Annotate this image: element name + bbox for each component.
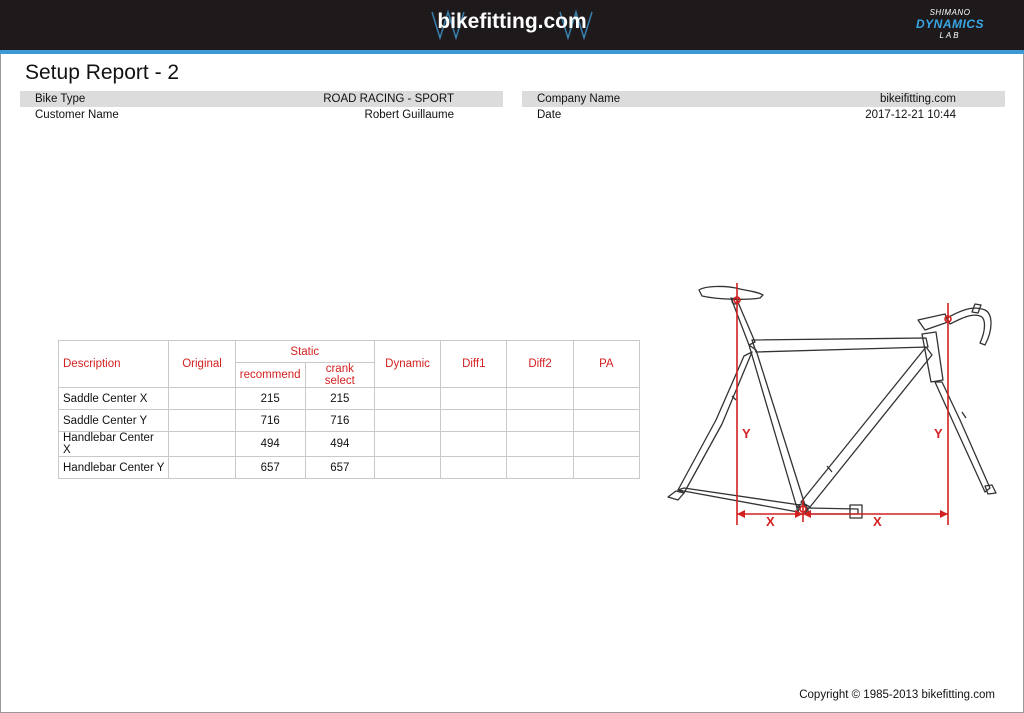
cell-original bbox=[169, 432, 235, 457]
cell-crank-select: 716 bbox=[305, 410, 374, 432]
brand-line-1: SHIMANO bbox=[929, 8, 971, 17]
col-header-diff2: Diff2 bbox=[507, 341, 573, 388]
info-value: bikeifitting.com bbox=[879, 93, 956, 105]
col-header-recommend: recommend bbox=[235, 363, 305, 388]
bike-frame-diagram bbox=[660, 270, 1000, 530]
cell-pa bbox=[573, 388, 639, 410]
table-row bbox=[59, 410, 640, 432]
label-x-left: X bbox=[766, 514, 775, 529]
cell-recommend: 215 bbox=[235, 388, 305, 410]
header-accent-stripe bbox=[0, 50, 1024, 54]
cell-recommend: 657 bbox=[235, 457, 305, 479]
col-header-static: Static bbox=[235, 341, 374, 363]
label-y-right: Y bbox=[934, 426, 943, 441]
col-header-diff1: Diff1 bbox=[441, 341, 507, 388]
cell-diff1 bbox=[441, 457, 507, 479]
col-header-crank-select: crank select bbox=[305, 363, 374, 388]
cell-diff1 bbox=[441, 432, 507, 457]
cell-diff2 bbox=[507, 457, 573, 479]
table-row bbox=[59, 388, 640, 410]
label-x-right: X bbox=[873, 514, 882, 529]
setup-table bbox=[58, 340, 640, 479]
info-label: Customer Name bbox=[35, 109, 119, 121]
shimano-dynamics-lab-logo bbox=[900, 8, 1000, 44]
cell-recommend: 716 bbox=[235, 410, 305, 432]
info-value: Robert Guillaume bbox=[364, 109, 454, 121]
cell-description: Handlebar Center X bbox=[59, 432, 169, 457]
info-row-bike-type bbox=[20, 91, 503, 107]
handlebar-icon bbox=[947, 308, 991, 345]
cell-diff2 bbox=[507, 388, 573, 410]
bikefitting-logo bbox=[430, 8, 594, 42]
info-value: 2017-12-21 10:44 bbox=[865, 109, 956, 121]
header-bar bbox=[0, 0, 1024, 50]
cell-diff2 bbox=[507, 410, 573, 432]
cell-recommend: 494 bbox=[235, 432, 305, 457]
cell-crank-select: 494 bbox=[305, 432, 374, 457]
cell-diff1 bbox=[441, 388, 507, 410]
cell-pa bbox=[573, 457, 639, 479]
info-row-date bbox=[522, 107, 1005, 123]
brand-line-3: LAB bbox=[939, 31, 961, 40]
cell-dynamic bbox=[374, 432, 440, 457]
info-panel-left bbox=[20, 91, 503, 123]
cell-original bbox=[169, 388, 235, 410]
cell-original bbox=[169, 410, 235, 432]
cell-diff2 bbox=[507, 432, 573, 457]
cell-diff1 bbox=[441, 410, 507, 432]
cell-pa bbox=[573, 432, 639, 457]
col-header-description: Description bbox=[59, 341, 169, 388]
table-row bbox=[59, 457, 640, 479]
page-title: Setup Report - 2 bbox=[25, 61, 180, 84]
info-value: ROAD RACING - SPORT bbox=[323, 93, 454, 105]
cell-crank-select: 657 bbox=[305, 457, 374, 479]
cell-description: Saddle Center X bbox=[59, 388, 169, 410]
info-label: Bike Type bbox=[35, 93, 86, 105]
cell-dynamic bbox=[374, 410, 440, 432]
col-header-pa: PA bbox=[573, 341, 639, 388]
cell-dynamic bbox=[374, 457, 440, 479]
copyright-footer: Copyright © 1985-2013 bikefitting.com bbox=[799, 689, 995, 701]
brand-line-2: DYNAMICS bbox=[915, 17, 984, 31]
table-row bbox=[59, 432, 640, 457]
info-panel-right bbox=[522, 91, 1005, 123]
logo-text: bikefitting.com bbox=[437, 10, 587, 33]
cell-original bbox=[169, 457, 235, 479]
col-header-dynamic: Dynamic bbox=[374, 341, 440, 388]
cell-pa bbox=[573, 410, 639, 432]
info-row-customer-name bbox=[20, 107, 503, 123]
info-row-company-name bbox=[522, 91, 1005, 107]
cell-description: Saddle Center Y bbox=[59, 410, 169, 432]
info-label: Date bbox=[537, 109, 562, 121]
info-label: Company Name bbox=[537, 93, 621, 105]
label-y-left: Y bbox=[742, 426, 751, 441]
cell-crank-select: 215 bbox=[305, 388, 374, 410]
col-header-original: Original bbox=[169, 341, 235, 388]
cell-description: Handlebar Center Y bbox=[59, 457, 169, 479]
cell-dynamic bbox=[374, 388, 440, 410]
